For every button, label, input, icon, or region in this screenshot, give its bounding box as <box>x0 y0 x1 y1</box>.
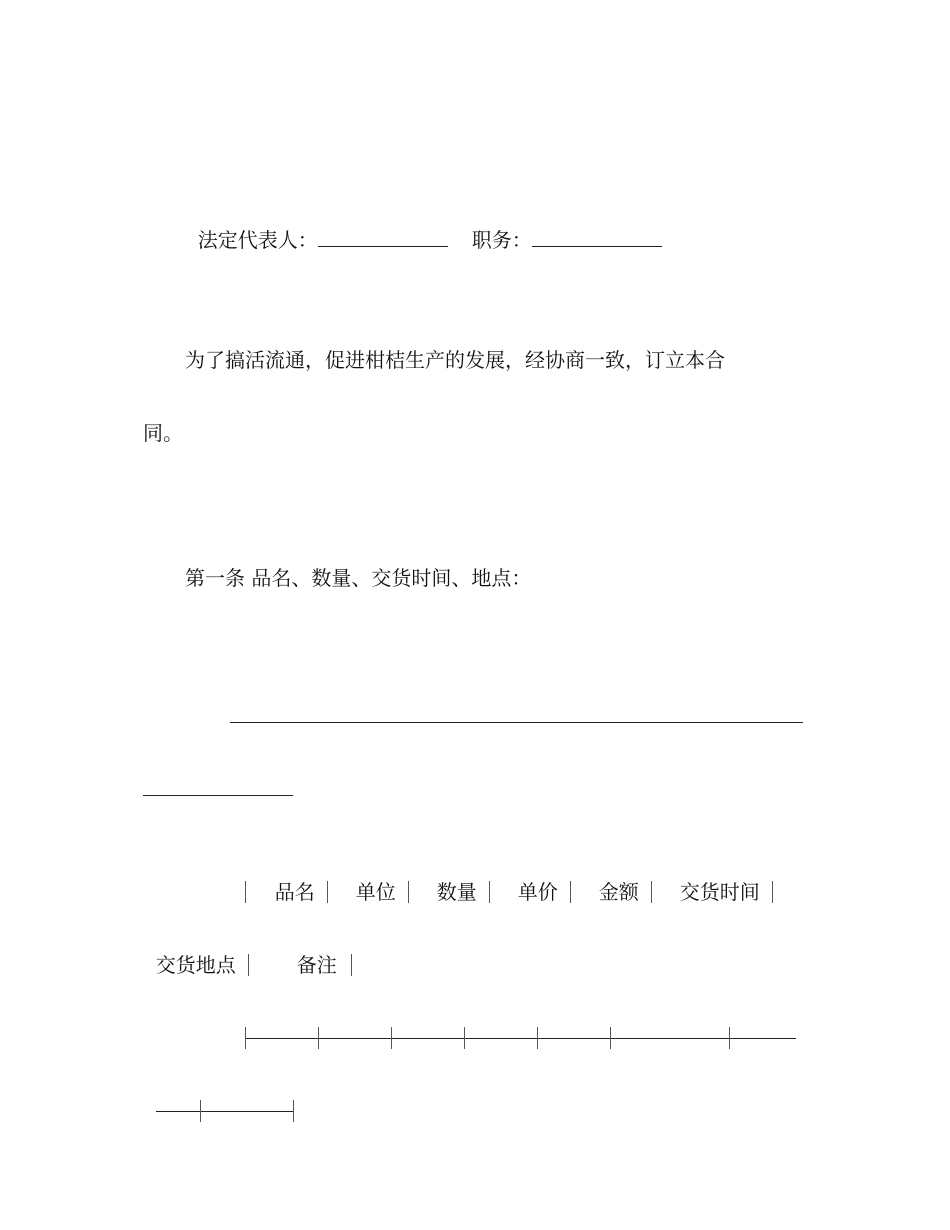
table-header-row-continued <box>143 929 352 977</box>
legal-representative-blank <box>318 230 448 247</box>
column-divider <box>489 881 490 903</box>
article-1-heading: 第一条 品名、数量、交货时间、地点： <box>185 566 532 590</box>
header-unit: 单位 <box>355 880 396 904</box>
column-divider <box>570 881 571 903</box>
column-divider <box>772 881 773 903</box>
table-header-row <box>232 856 773 904</box>
column-divider <box>651 881 652 903</box>
column-divider <box>327 881 328 903</box>
header-unit-price: 单价 <box>517 880 558 904</box>
intro-line-2: 同。 <box>143 421 183 445</box>
header-amount: 金额 <box>598 880 639 904</box>
separator-segment <box>319 1038 391 1039</box>
legal-representative-line <box>185 204 662 252</box>
column-divider <box>351 954 352 976</box>
header-remarks: 备注 <box>296 953 337 977</box>
separator-segment <box>611 1038 729 1039</box>
position-label: 职务： <box>471 228 532 252</box>
separator-segment <box>465 1038 537 1039</box>
separator-segment <box>156 1111 200 1112</box>
table-top-border-continued <box>143 795 293 796</box>
table-separator-row-continued <box>143 1075 294 1123</box>
column-divider <box>408 881 409 903</box>
header-quantity: 数量 <box>436 880 477 904</box>
legal-representative-label: 法定代表人： <box>197 228 318 252</box>
separator-segment <box>246 1038 318 1039</box>
separator-segment <box>201 1111 293 1112</box>
intro-line-1: 为了搞活流通，促进柑桔生产的发展，经协商一致，订立本合 <box>185 348 725 372</box>
column-divider <box>293 1100 294 1122</box>
column-divider <box>245 881 246 903</box>
position-blank <box>532 230 662 247</box>
separator-segment <box>730 1038 796 1039</box>
header-delivery-time: 交货时间 <box>679 880 760 904</box>
table-separator-row <box>232 1002 796 1050</box>
column-divider <box>248 954 249 976</box>
separator-segment <box>538 1038 610 1039</box>
separator-segment <box>392 1038 464 1039</box>
header-delivery-place: 交货地点 <box>155 953 236 977</box>
header-item-name: 品名 <box>274 880 315 904</box>
table-top-border <box>230 722 803 723</box>
